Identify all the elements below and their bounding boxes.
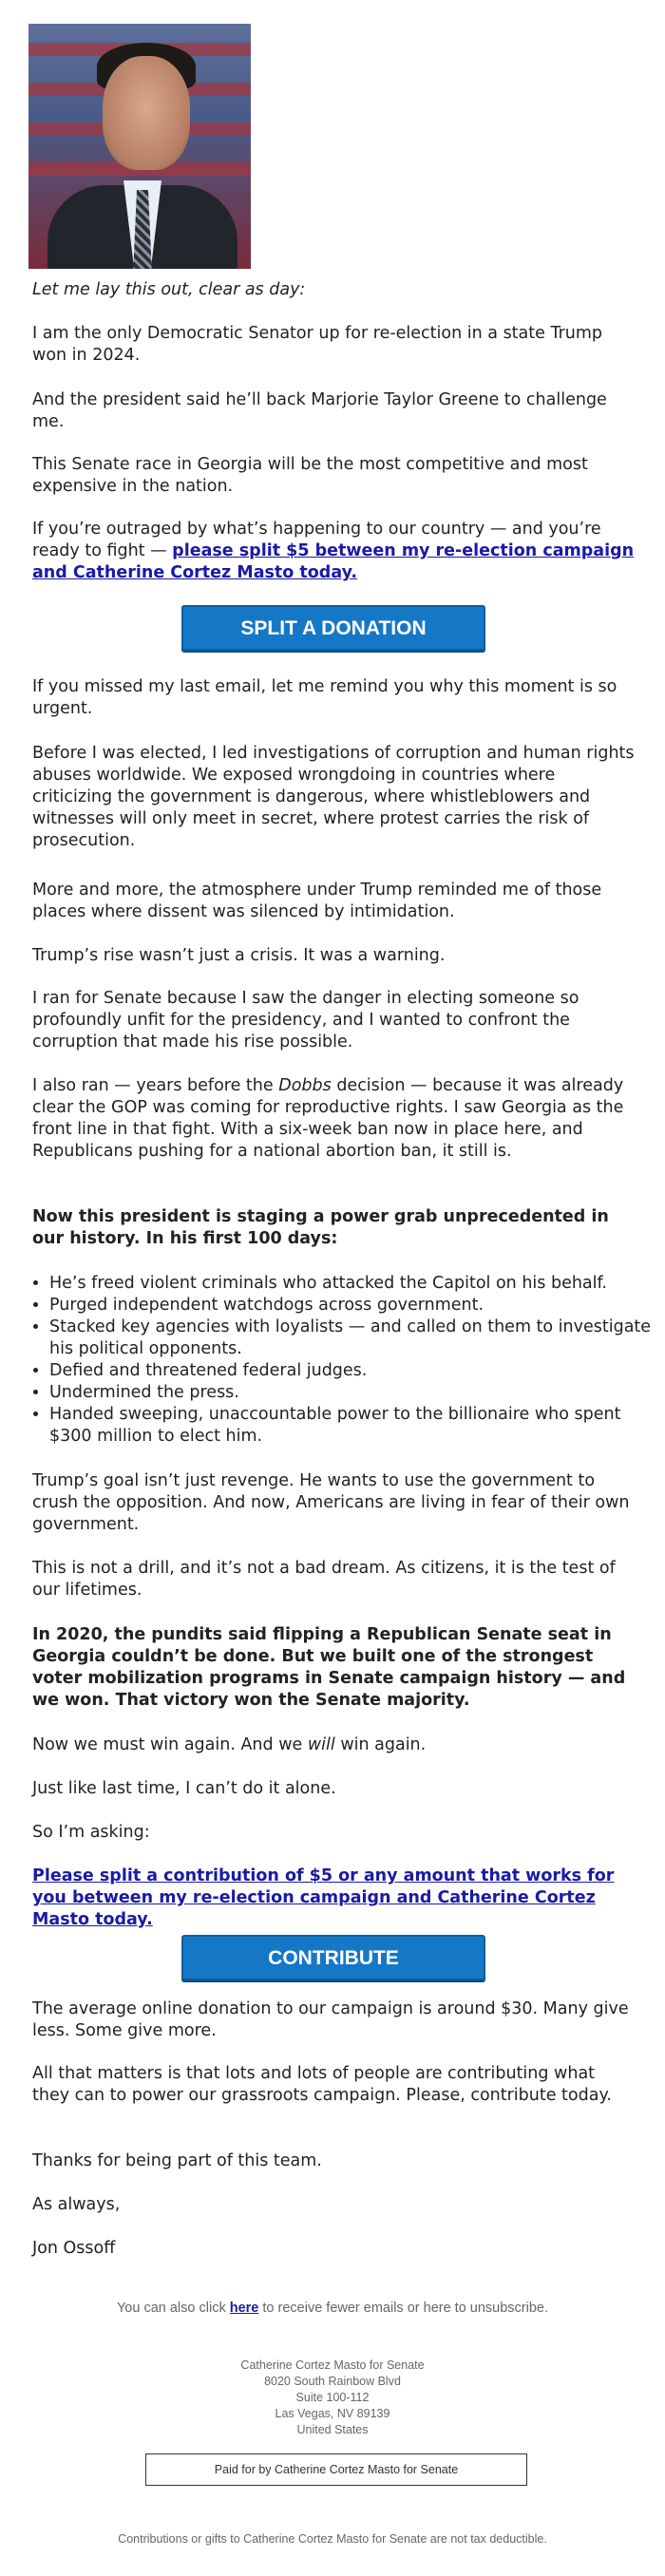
contribute-button[interactable]: CONTRIBUTE bbox=[181, 1935, 485, 1980]
paragraph: I also ran — years before the Dobbs decision — because it was already clear the GOP was coming for reproductive rights. I saw Georgia as the front line in that fight. With a six-week ban now in place here, and Republicans pushing for a national abortion ban, it still is. bbox=[32, 1076, 624, 1161]
paragraph: So I’m asking: bbox=[32, 1823, 150, 1842]
signature-name: Jon Ossoff bbox=[32, 2239, 116, 2258]
paragraph: This Senate race in Georgia will be the most competitive and most expensive in the nation. bbox=[32, 455, 588, 496]
paid-for-disclaimer: Paid for by Catherine Cortez Masto for Senate bbox=[145, 2453, 527, 2486]
paragraph: The average online donation to our campaign is around $30. Many give less. Some give more. bbox=[32, 1999, 629, 2040]
intro-line: Let me lay this out, clear as day: bbox=[32, 280, 306, 299]
bold-heading: Now this president is staging a power grab unprecedented in our history. In his first 100 days: bbox=[32, 1207, 609, 1248]
paragraph: I am the only Democratic Senator up for re-election in a state Trump won in 2024. bbox=[32, 324, 603, 365]
tax-disclaimer: Contributions or gifts to Catherine Cortez Masto for Senate are not tax deductible. bbox=[118, 2532, 547, 2546]
list-item: • Defied and threatened federal judges. bbox=[49, 1360, 657, 1382]
list-item: • Stacked key agencies with loyalists — and called on them to investigate his political opponents. bbox=[49, 1316, 657, 1360]
paragraph: Now we must win again. And we will win again. bbox=[32, 1735, 427, 1754]
list-item: • Handed sweeping, unaccountable power to the billionaire who spent $300 million to elect him. bbox=[49, 1404, 657, 1448]
list-item: • He’s freed violent criminals who attacked the Capitol on his behalf. bbox=[49, 1273, 657, 1295]
paragraph: I ran for Senate because I saw the danger in electing someone so profoundly unfit for the presidency, and I wanted to confront the corruption that made his rise possible. bbox=[32, 989, 580, 1051]
paragraph: Trump’s rise wasn’t just a crisis. It was a warning. bbox=[32, 946, 446, 965]
list-item: • Purged independent watchdogs across government. bbox=[49, 1295, 657, 1316]
paragraph bbox=[32, 1866, 636, 1931]
list-item: • Undermined the press. bbox=[49, 1382, 657, 1404]
candidate-photo bbox=[28, 24, 251, 269]
paragraph: Just like last time, I can’t do it alone. bbox=[32, 1779, 336, 1798]
bullet-list bbox=[32, 1273, 657, 1448]
paragraph bbox=[32, 519, 636, 584]
paragraph-text: If you’re outraged by what’s happening to our country — and you’re ready to fight — bbox=[32, 520, 601, 560]
paragraph: More and more, the atmosphere under Trump reminded me of those places where dissent was silenced by intimidation. bbox=[32, 881, 602, 921]
dobbs-emphasis: Dobbs bbox=[278, 1076, 332, 1095]
paragraph: Thanks for being part of this team. bbox=[32, 2151, 322, 2170]
paragraph: Before I was elected, I led investigations of corruption and human rights abuses worldwide. We exposed wrongdoing in countries where criticizing the government is dangerous, where whistleblowers and witnesses will only meet in secret, where protest carries the risk of prosecution. bbox=[32, 744, 635, 850]
paragraph: All that matters is that lots and lots of people are contributing what they can to power our grassroots campaign. Please, contribute today. bbox=[32, 2064, 612, 2105]
address-line: Suite 100-112 bbox=[295, 2391, 370, 2404]
split-donation-link[interactable]: please split $5 between my re-election campaign and Catherine Cortez Masto today. bbox=[32, 541, 635, 582]
footer-address bbox=[0, 2358, 665, 2438]
paragraph: This is not a drill, and it’s not a bad dream. As citizens, it is the test of our lifetimes. bbox=[32, 1559, 616, 1600]
paragraph: As always, bbox=[32, 2195, 121, 2214]
unsubscribe-line: You can also click here to receive fewer emails or here to unsubscribe. bbox=[116, 2301, 549, 2316]
split-donation-button[interactable]: SPLIT A DONATION bbox=[181, 605, 485, 651]
address-line: United States bbox=[296, 2423, 369, 2436]
paragraph: And the president said he’ll back Marjorie Taylor Greene to challenge me. bbox=[32, 390, 607, 431]
address-line: Las Vegas, NV 89139 bbox=[275, 2407, 390, 2420]
paragraph: If you missed my last email, let me remind you why this moment is so urgent. bbox=[32, 677, 618, 718]
paragraph: Trump’s goal isn’t just revenge. He wants to use the government to crush the opposition. And now, Americans are living in fear of their own government. bbox=[32, 1471, 630, 1534]
address-line: Catherine Cortez Masto for Senate bbox=[240, 2358, 425, 2372]
fewer-emails-link[interactable]: here bbox=[229, 2301, 259, 2316]
bold-paragraph: In 2020, the pundits said flipping a Republican Senate seat in Georgia couldn’t be done. But we built one of the strongest voter mobilization programs in Senate campaign history — and we won. That victory won the Senate majority. bbox=[32, 1625, 626, 1710]
split-contribution-link[interactable]: Please split a contribution of $5 or any amount that works for you between my re-election campaign and Catherine Cortez Masto today. bbox=[32, 1866, 615, 1929]
address-line: 8020 South Rainbow Blvd bbox=[264, 2375, 401, 2388]
will-emphasis: will bbox=[307, 1735, 335, 1754]
